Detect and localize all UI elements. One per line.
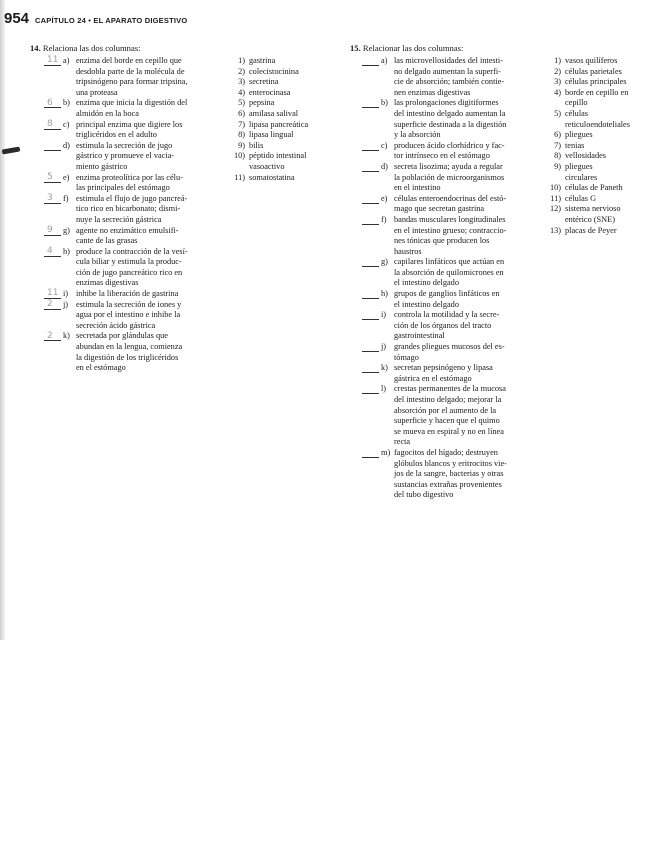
- item-text-line: abundan en la lengua, comienza: [76, 342, 183, 352]
- item-text-line: se mueva en espiral y no en línea: [394, 426, 504, 436]
- item-letter: i): [63, 289, 69, 299]
- item-text-line: superficie y hacen que el quimo: [394, 416, 500, 426]
- option-text-line: vasos quilíferos: [565, 56, 618, 65]
- item-text-line: nuye la secreción gástrica: [76, 214, 162, 224]
- option-number: 5): [554, 108, 561, 118]
- item-text-line: secreción ácido gástrica: [76, 320, 156, 330]
- option-item: [542, 226, 668, 237]
- item-text: [76, 194, 219, 226]
- question-item: [44, 226, 219, 247]
- answer-blank[interactable]: [362, 141, 379, 151]
- item-text-line: bandas musculares longitudinales: [394, 214, 506, 224]
- question-item: [362, 257, 537, 289]
- item-text: [76, 331, 219, 373]
- answer-blank[interactable]: [44, 194, 61, 204]
- option-text-line: tenias: [565, 140, 585, 150]
- item-text-line: la digestión de los triglicéridos: [76, 352, 179, 362]
- item-text-line: recta: [394, 437, 411, 447]
- question-item: [44, 120, 219, 141]
- item-letter: g): [63, 225, 70, 235]
- item-text-line: principal enzima que digiere los: [76, 119, 183, 129]
- option-number: 4): [238, 87, 245, 97]
- option-number: 11): [234, 172, 245, 182]
- option-item: [226, 88, 336, 99]
- option-text: [249, 88, 336, 99]
- item-text-line: controla la motilidad y la secre-: [394, 310, 500, 320]
- answer-blank[interactable]: [362, 289, 379, 299]
- item-text-line: nen enzimas digestivas: [394, 87, 471, 97]
- option-number: 5): [238, 98, 245, 108]
- answer-blank[interactable]: [362, 162, 379, 172]
- item-text-line: el intestino delgado: [394, 299, 459, 309]
- item-letter: l): [381, 384, 387, 394]
- option-item: [226, 67, 336, 78]
- answer-blank[interactable]: [44, 226, 61, 236]
- item-letter: i): [381, 310, 387, 320]
- option-text-line: reticuloendoteliales: [565, 119, 630, 129]
- item-text: [394, 448, 537, 501]
- question-item: [44, 194, 219, 226]
- item-text-line: triglicéridos en el adulto: [76, 130, 157, 140]
- item-text: [76, 141, 219, 173]
- question-15-heading: [350, 43, 463, 53]
- item-letter: g): [381, 257, 388, 267]
- item-letter: b): [381, 98, 388, 108]
- question-item: [362, 194, 537, 215]
- option-item: [542, 67, 668, 78]
- option-text: [565, 77, 668, 88]
- option-item: [226, 120, 336, 131]
- question-14-heading: [30, 43, 141, 53]
- question-14-items: [44, 56, 219, 374]
- item-letter: j): [63, 299, 69, 309]
- option-text: [249, 98, 336, 109]
- page-header: [4, 10, 187, 32]
- question-item: [362, 215, 537, 257]
- item-text-line: tico rico en bicarbonato; dismi-: [76, 204, 181, 214]
- item-text-line: estimula el flujo de jugo pancreá-: [76, 193, 188, 203]
- question-item: [362, 56, 537, 98]
- item-text: [76, 226, 219, 247]
- option-text-line: vellosidades: [565, 151, 607, 161]
- item-text: [76, 247, 219, 289]
- item-text: [394, 162, 537, 194]
- option-number: 10): [549, 183, 561, 193]
- option-item: [226, 56, 336, 67]
- handwritten-answer: 11: [47, 288, 59, 299]
- option-number: 7): [554, 140, 561, 150]
- option-text: [565, 88, 668, 109]
- question-15-number: 15.: [350, 43, 361, 53]
- answer-blank[interactable]: [44, 289, 61, 299]
- option-text: [249, 151, 336, 172]
- answer-blank[interactable]: [362, 98, 379, 108]
- item-text: [394, 257, 537, 289]
- question-item: [362, 363, 537, 384]
- option-text: [565, 56, 668, 67]
- question-item: [362, 98, 537, 140]
- option-item: [542, 183, 668, 194]
- handwritten-answer: 2: [47, 330, 53, 341]
- option-number: 11): [550, 193, 561, 203]
- answer-blank[interactable]: [362, 257, 379, 267]
- item-text-line: del intestino delgado aumentan la: [394, 108, 506, 118]
- option-text-line: sistema nervioso: [565, 204, 621, 214]
- item-text-line: secreta lisozima; ayuda a regular: [394, 161, 503, 171]
- handwritten-answer: 5: [47, 171, 53, 182]
- answer-blank[interactable]: [362, 342, 379, 352]
- item-text: [394, 56, 537, 98]
- option-text-line: gastrina: [249, 56, 276, 65]
- question-item: [362, 162, 537, 194]
- item-text: [76, 173, 219, 194]
- answer-blank[interactable]: [362, 310, 379, 320]
- item-text: [394, 363, 537, 384]
- option-text-line: somatostatina: [249, 172, 295, 182]
- item-text-line: fagocitos del hígado; destruyen: [394, 447, 498, 457]
- item-text-line: grandes pliegues mucosos del es-: [394, 342, 505, 352]
- item-text-line: la población de microorganismos: [394, 172, 505, 182]
- option-number: 2): [238, 66, 245, 76]
- item-text-line: la absorción de quilomicrones en: [394, 267, 504, 277]
- option-item: [542, 88, 668, 109]
- item-text: [394, 289, 537, 310]
- question-item: [362, 342, 537, 363]
- option-text-line: lipasa pancreática: [249, 119, 309, 129]
- option-number: 1): [238, 56, 245, 65]
- option-text-line: secretina: [249, 77, 279, 87]
- option-text: [565, 109, 668, 130]
- option-item: [226, 130, 336, 141]
- item-text-line: gástrico y promueve el vacia-: [76, 151, 175, 161]
- item-letter: m): [381, 447, 391, 457]
- option-text: [565, 183, 668, 194]
- item-text: [76, 300, 219, 332]
- option-text-line: pliegues: [565, 130, 593, 140]
- answer-blank[interactable]: [44, 141, 61, 151]
- option-item: [542, 162, 668, 183]
- option-number: 3): [554, 77, 561, 87]
- item-text-line: del intestino delgado; mejorar la: [394, 395, 502, 404]
- item-text: [394, 141, 537, 162]
- item-text-line: tor intrínseco en el estómago: [394, 151, 490, 161]
- item-text: [394, 215, 537, 257]
- option-item: [542, 194, 668, 205]
- item-letter: k): [381, 363, 388, 373]
- option-item: [226, 98, 336, 109]
- option-number: 4): [554, 87, 561, 97]
- item-text: [394, 98, 537, 140]
- question-item: [44, 173, 219, 194]
- option-text: [249, 130, 336, 141]
- item-text-line: las microvellosidades del intesti-: [394, 56, 503, 65]
- item-text-line: ción de los órganos del tracto: [394, 320, 492, 330]
- item-text-line: glóbulos blancos y eritrocitos vie-: [394, 458, 507, 468]
- item-text-line: tómago: [394, 352, 419, 362]
- item-text-line: secretada por glándulas que: [76, 331, 168, 341]
- item-text-line: en el estómago: [76, 363, 126, 373]
- item-text: [76, 56, 219, 98]
- option-item: [542, 204, 668, 225]
- item-letter: c): [63, 119, 70, 129]
- question-item: [44, 247, 219, 289]
- item-text-line: las prolongaciones digitiformes: [394, 98, 499, 108]
- item-text-line: desdobla parte de la molécula de: [76, 66, 185, 76]
- option-text: [249, 120, 336, 131]
- item-text-line: agente no enzimático emulsifi-: [76, 225, 179, 235]
- item-text: [394, 194, 537, 215]
- answer-blank[interactable]: [362, 448, 379, 458]
- handwritten-answer: 3: [47, 193, 53, 204]
- item-text-line: en el intestino grueso; contraccio-: [394, 225, 507, 235]
- option-text-line: células de Paneth: [565, 183, 623, 193]
- answer-blank[interactable]: [44, 173, 61, 183]
- question-item: [44, 141, 219, 173]
- item-letter: h): [381, 289, 388, 299]
- answer-blank[interactable]: [362, 363, 379, 373]
- item-text-line: superficie destinada a la digestión: [394, 119, 507, 129]
- answer-blank[interactable]: [44, 98, 61, 108]
- item-text-line: y la absorción: [394, 130, 441, 140]
- question-item: [362, 289, 537, 310]
- question-14-number: 14.: [30, 43, 41, 53]
- question-item: [44, 289, 219, 300]
- option-number: 12): [549, 204, 561, 214]
- option-number: 3): [238, 77, 245, 87]
- item-text-line: capilares linfáticos que actúan en: [394, 257, 505, 267]
- option-item: [226, 77, 336, 88]
- option-text-line: células principales: [565, 77, 627, 87]
- item-letter: d): [63, 140, 70, 150]
- page-edge-shadow: [0, 0, 5, 640]
- answer-blank[interactable]: [44, 300, 61, 310]
- item-letter: d): [381, 161, 388, 171]
- option-number: 13): [549, 225, 561, 235]
- item-text-line: del tubo digestivo: [394, 490, 454, 500]
- item-text-line: enzima del borde en cepillo que: [76, 56, 182, 65]
- option-number: 7): [238, 119, 245, 129]
- question-15-options: [542, 56, 668, 236]
- option-text-line: pepsina: [249, 98, 275, 108]
- item-text-line: sustancias extrañas provenientes: [394, 479, 502, 489]
- option-text-line: péptido intestinal: [249, 151, 307, 161]
- item-text-line: una proteasa: [76, 87, 118, 97]
- option-text-line: lipasa lingual: [249, 130, 294, 140]
- handwritten-answer: 6: [47, 97, 53, 108]
- option-text-line: colecistocinina: [249, 66, 299, 76]
- option-item: [226, 141, 336, 152]
- option-item: [542, 151, 668, 162]
- item-text-line: en el intestino: [394, 183, 441, 193]
- item-text-line: cie de absorción; también contie-: [394, 77, 505, 87]
- item-text-line: no delgado aumentan la superfi-: [394, 66, 501, 76]
- item-text-line: ción de jugo pancreático rico en: [76, 267, 183, 277]
- item-text-line: enzima que inicia la digestión del: [76, 98, 188, 108]
- option-text: [249, 109, 336, 120]
- option-number: 1): [554, 56, 561, 65]
- option-item: [226, 151, 336, 172]
- item-letter: h): [63, 246, 70, 256]
- item-text-line: secretan pepsinógeno y lipasa: [394, 363, 493, 373]
- question-item: [44, 98, 219, 119]
- item-text-line: gastrointestinal: [394, 331, 445, 341]
- option-number: 6): [238, 108, 245, 118]
- option-text-line: bilis: [249, 140, 264, 150]
- item-text-line: producen ácido clorhídrico y fac-: [394, 140, 505, 150]
- option-text-line: vasoactivo: [249, 161, 285, 171]
- option-text: [565, 226, 668, 237]
- option-text: [565, 204, 668, 225]
- item-text-line: enzimas digestivas: [76, 278, 139, 288]
- item-text-line: células enteroendocrinas del estó-: [394, 193, 507, 203]
- option-item: [542, 77, 668, 88]
- item-text-line: agua por el intestino e inhibe la: [76, 310, 181, 320]
- option-text: [565, 67, 668, 78]
- item-text-line: tripsinógeno para formar tripsina,: [76, 77, 188, 87]
- option-text-line: cepillo: [565, 98, 588, 108]
- item-text: [76, 120, 219, 141]
- answer-blank[interactable]: [362, 56, 379, 66]
- chapter-title: CAPÍTULO 24 • EL APARATO DIGESTIVO: [35, 16, 188, 25]
- item-text-line: cula biliar y estimula la produc-: [76, 257, 182, 267]
- option-text-line: células parietales: [565, 66, 622, 76]
- item-letter: b): [63, 98, 70, 108]
- answer-blank[interactable]: [362, 215, 379, 225]
- item-text-line: miento gástrico: [76, 161, 128, 171]
- question-14-options: [226, 56, 336, 183]
- answer-blank[interactable]: [44, 247, 61, 257]
- item-text-line: inhibe la liberación de gastrina: [76, 289, 179, 299]
- item-text-line: produce la contracción de la vesí-: [76, 246, 188, 256]
- option-number: 6): [554, 130, 561, 140]
- item-letter: c): [381, 140, 388, 150]
- option-item: [542, 141, 668, 152]
- question-item: [362, 448, 537, 501]
- item-letter: e): [63, 172, 70, 182]
- item-text: [394, 384, 537, 448]
- item-text-line: jos de la sangre, bacterias y otras: [394, 469, 504, 479]
- option-number: 8): [238, 130, 245, 140]
- item-letter: a): [63, 56, 70, 65]
- question-item: [44, 56, 219, 98]
- question-14-title: Relaciona las dos columnas:: [42, 43, 141, 53]
- item-text-line: estimula la secreción de iones y: [76, 299, 182, 309]
- option-text: [565, 141, 668, 152]
- option-text: [565, 130, 668, 141]
- question-item: [44, 300, 219, 332]
- item-letter: f): [63, 193, 69, 203]
- option-item: [226, 109, 336, 120]
- option-number: 9): [238, 140, 245, 150]
- option-text-line: pliegues: [565, 161, 593, 171]
- answer-blank[interactable]: [44, 56, 61, 66]
- question-15-items: [362, 56, 537, 501]
- item-text-line: nes tónicas que producen los: [394, 236, 490, 246]
- option-item: [542, 109, 668, 130]
- item-text-line: gástrica en el estómago: [394, 373, 472, 383]
- option-number: 8): [554, 151, 561, 161]
- option-item: [226, 173, 336, 184]
- option-text: [249, 77, 336, 88]
- item-letter: e): [381, 193, 388, 203]
- handwritten-answer: 4: [47, 246, 53, 257]
- option-text-line: células: [565, 108, 589, 118]
- option-number: 2): [554, 66, 561, 76]
- item-text: [76, 98, 219, 119]
- option-text-line: entérico (SNE): [565, 214, 615, 224]
- item-text-line: almidón en la boca: [76, 108, 139, 118]
- option-text: [565, 162, 668, 183]
- option-text: [565, 194, 668, 205]
- item-text: [394, 310, 537, 342]
- handwritten-answer: 9: [47, 224, 53, 235]
- question-item: [362, 141, 537, 162]
- item-text-line: cante de las grasas: [76, 236, 138, 246]
- item-text-line: estimula la secreción de jugo: [76, 140, 173, 150]
- page-number: 954: [4, 10, 30, 27]
- answer-blank[interactable]: [362, 194, 379, 204]
- option-number: 10): [233, 151, 245, 161]
- item-text-line: crestas permanentes de la mucosa: [394, 384, 506, 394]
- item-text-line: haustros: [394, 246, 422, 256]
- option-text-line: placas de Peyer: [565, 225, 617, 235]
- option-text: [249, 56, 336, 67]
- answer-blank[interactable]: [44, 120, 61, 130]
- item-letter: a): [381, 56, 388, 65]
- option-text-line: amilasa salival: [249, 108, 299, 118]
- option-number: 9): [554, 161, 561, 171]
- question-item: [44, 331, 219, 373]
- option-text: [249, 67, 336, 78]
- item-text-line: mago que secretan gastrina: [394, 204, 485, 214]
- option-item: [542, 130, 668, 141]
- item-text-line: absorción por el aumento de la: [394, 405, 497, 415]
- option-text-line: enterocinasa: [249, 87, 291, 97]
- option-text-line: borde en cepillo en: [565, 87, 629, 97]
- option-text-line: células G: [565, 193, 597, 203]
- item-text: [76, 289, 219, 300]
- option-text: [249, 173, 336, 184]
- item-text: [394, 342, 537, 363]
- item-letter: k): [63, 331, 70, 341]
- question-15-title: Relacionar las dos columnas:: [362, 43, 464, 53]
- handwritten-answer: 8: [47, 118, 53, 129]
- item-text-line: enzima proteolítica por las célu-: [76, 172, 183, 182]
- answer-blank[interactable]: [44, 331, 61, 341]
- question-item: [362, 310, 537, 342]
- option-text: [565, 151, 668, 162]
- option-item: [542, 56, 668, 67]
- answer-blank[interactable]: [362, 384, 379, 394]
- item-letter: f): [381, 214, 387, 224]
- item-text-line: el intestino delgado: [394, 278, 459, 288]
- handwritten-answer: 2: [47, 299, 53, 310]
- option-text: [249, 141, 336, 152]
- question-item: [362, 384, 537, 448]
- option-text-line: circulares: [565, 172, 598, 182]
- item-text-line: grupos de ganglios linfáticos en: [394, 289, 500, 299]
- handwritten-answer: 11: [47, 55, 59, 66]
- item-letter: j): [381, 342, 387, 352]
- item-text-line: las principales del estómago: [76, 183, 170, 193]
